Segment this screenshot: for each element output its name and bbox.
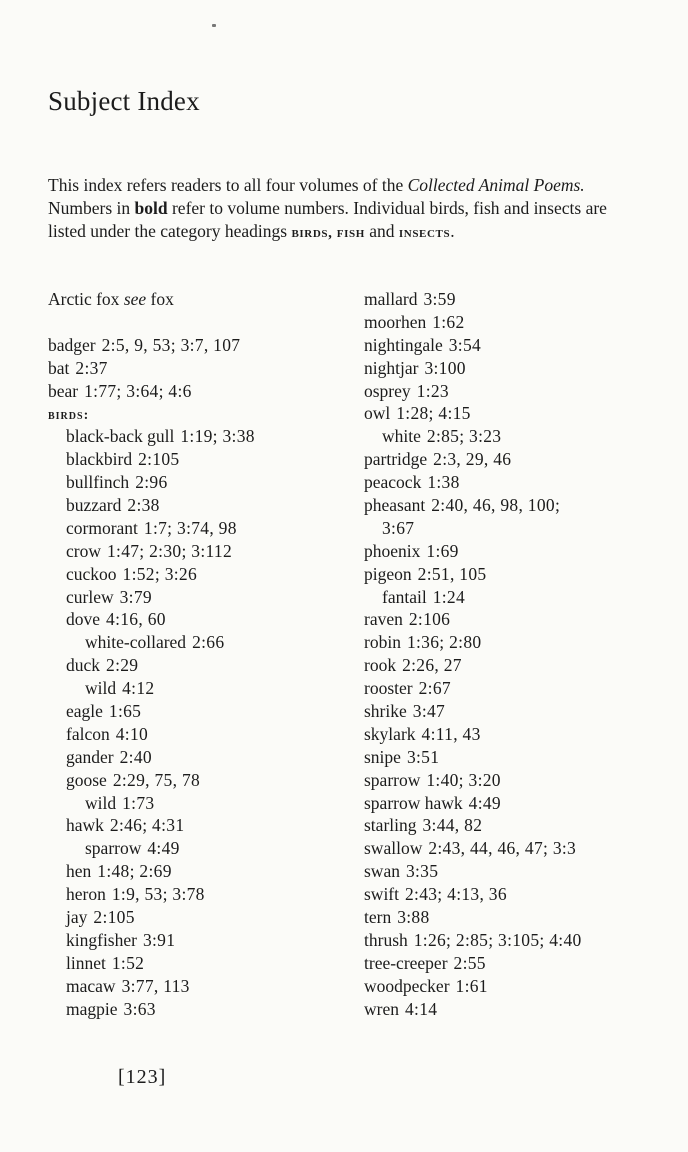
- entry-term: eagle: [66, 701, 103, 722]
- intro-italic-title: Collected Animal Poems.: [407, 175, 585, 195]
- entry-references: 3:54: [448, 334, 482, 355]
- index-entry: [48, 952, 348, 975]
- index-entry: [364, 380, 664, 403]
- entry-references: 2:46; 4:31: [109, 815, 185, 836]
- entry-term: skylark: [364, 723, 416, 744]
- entry-references: 1:65: [108, 701, 142, 722]
- entry-term: crow: [66, 540, 101, 561]
- index-entry: [48, 723, 348, 746]
- intro-text-2: Numbers in: [48, 198, 135, 218]
- intro-text-4: and: [364, 221, 399, 241]
- entry-term: osprey: [364, 380, 411, 401]
- entry-references: 3:77, 113: [121, 975, 190, 996]
- index-entry: [48, 883, 348, 906]
- entry-term: tern: [364, 907, 392, 928]
- entry-references: 2:55: [453, 952, 486, 973]
- entry-term: black-back gull: [66, 426, 175, 447]
- index-entry: [48, 814, 348, 837]
- entry-term: sparrow hawk: [364, 792, 463, 813]
- index-entry: [48, 631, 348, 654]
- entry-references: 1:77; 3:64; 4:6: [84, 380, 192, 401]
- entry-references: 1:9, 53; 3:78: [111, 884, 205, 905]
- entry-references: 1:38: [427, 472, 460, 493]
- entry-term: hawk: [66, 815, 104, 836]
- entry-term: tree-creeper: [364, 952, 448, 973]
- index-entry: [364, 494, 664, 517]
- entry-references: 1:28; 4:15: [396, 403, 471, 424]
- entry-term: fantail: [382, 586, 427, 607]
- index-entry: [48, 357, 348, 380]
- entry-references: 1:48; 2:69: [97, 861, 172, 882]
- entry-term: swallow: [364, 838, 423, 859]
- entry-term: wild: [85, 678, 117, 699]
- entry-references: 4:49: [468, 792, 501, 813]
- entry-references: 3:47: [412, 701, 446, 722]
- entry-term: nightingale: [364, 334, 443, 355]
- entry-references: 4:16, 60: [106, 609, 166, 630]
- index-entry: [48, 425, 348, 448]
- entry-references: 2:3, 29, 46: [433, 449, 512, 470]
- entry-references: 1:7; 3:74, 98: [143, 517, 237, 538]
- entry-term: bear: [48, 380, 79, 401]
- entry-references: 2:106: [408, 609, 451, 630]
- index-column-right: [364, 288, 664, 1021]
- entry-references: 2:40, 46, 98, 100;: [431, 495, 561, 516]
- entry-term: thrush: [364, 929, 408, 950]
- index-entry: [364, 425, 664, 448]
- entry-references: 3:63: [123, 998, 156, 1019]
- entry-references: 3:91: [142, 929, 176, 950]
- entry-references: 3:100: [424, 357, 466, 378]
- index-entry: [48, 517, 348, 540]
- entry-references: 3:88: [397, 907, 430, 928]
- index-entry: [48, 792, 348, 815]
- entry-term: pheasant: [364, 495, 426, 516]
- entry-term: sparrow: [364, 769, 421, 790]
- entry-references: 1:26; 2:85; 3:105; 4:40: [413, 929, 582, 950]
- index-entry: [364, 288, 664, 311]
- entry-term: raven: [364, 609, 403, 630]
- entry-references: 4:49: [147, 838, 180, 859]
- entry-term: linnet: [66, 952, 106, 973]
- entry-references: 1:23: [416, 380, 449, 401]
- index-entry: [48, 471, 348, 494]
- entry-references: 2:37: [75, 357, 108, 378]
- entry-term: goose: [66, 769, 107, 790]
- index-entry: [364, 631, 664, 654]
- entry-references: 2:38: [127, 495, 160, 516]
- entry-references: 4:10: [115, 723, 149, 744]
- entry-term: buzzard: [66, 495, 122, 516]
- index-entry: [364, 929, 664, 952]
- index-entry: [48, 563, 348, 586]
- entry-references: 3:35: [405, 861, 439, 882]
- index-entry: [364, 883, 664, 906]
- entry-references: 1:24: [432, 586, 466, 607]
- entry-references: 2:96: [135, 472, 168, 493]
- index-entry: [48, 769, 348, 792]
- entry-term: starling: [364, 815, 417, 836]
- index-entry: [364, 746, 664, 769]
- entry-term: dove: [66, 609, 101, 630]
- page-title: Subject Index: [48, 86, 200, 116]
- index-entry: [364, 540, 664, 563]
- entry-term: white: [382, 426, 421, 447]
- index-entry: [48, 998, 348, 1021]
- category-heading-label: birds:: [48, 408, 90, 424]
- index-entry: [48, 448, 348, 471]
- index-entry: [48, 975, 348, 998]
- page-number: [123]: [118, 1066, 167, 1088]
- entry-term: cormorant: [66, 517, 138, 538]
- see-reference: see: [123, 289, 147, 309]
- entry-term: Arctic fox: [48, 289, 120, 309]
- entry-references: 1:69: [426, 540, 459, 561]
- entry-term: rooster: [364, 678, 413, 699]
- entry-references: 2:5, 9, 53; 3:7, 107: [101, 334, 241, 355]
- index-entry: [364, 311, 664, 334]
- entry-term: owl: [364, 403, 391, 424]
- entry-term: heron: [66, 884, 106, 905]
- index-entry: [48, 654, 348, 677]
- entry-references: 4:12: [122, 678, 155, 699]
- entry-references: 4:14: [404, 998, 438, 1019]
- index-entry: [48, 608, 348, 631]
- entry-references: 3:67: [382, 517, 415, 538]
- intro-smallcaps-2: insects: [398, 225, 451, 241]
- entry-references: 2:40: [119, 746, 152, 767]
- index-entry: [48, 746, 348, 769]
- index-entry: [48, 586, 348, 609]
- intro-text-3: refer to volume numbers. Individual birds, fish and insects are listed under the category headings: [48, 198, 607, 241]
- index-column-left: [48, 288, 348, 1021]
- entry-term: macaw: [66, 975, 116, 996]
- entry-term: phoenix: [364, 540, 421, 561]
- index-entry: [48, 929, 348, 952]
- entry-term: snipe: [364, 746, 401, 767]
- index-entry: [364, 654, 664, 677]
- entry-references: 2:66: [192, 632, 225, 653]
- entry-references: 2:29: [106, 655, 139, 676]
- entry-references: 3:79: [119, 586, 152, 607]
- entry-term: bat: [48, 357, 70, 378]
- entry-references: 1:73: [122, 792, 155, 813]
- entry-term: magpie: [66, 998, 118, 1019]
- entry-references: 2:29, 75, 78: [112, 769, 201, 790]
- entry-term: white-collared: [85, 632, 187, 653]
- index-entry: [364, 608, 664, 631]
- entry-term: blackbird: [66, 449, 133, 470]
- index-entry: [364, 723, 664, 746]
- see-target: fox: [150, 289, 174, 309]
- index-entry: [364, 357, 664, 380]
- index-entry: [48, 494, 348, 517]
- index-entry: [364, 334, 664, 357]
- entry-term: falcon: [66, 723, 110, 744]
- index-entry: [364, 837, 664, 860]
- entry-term: hen: [66, 861, 92, 882]
- entry-references: 1:61: [455, 975, 488, 996]
- entry-references: 2:43, 44, 46, 47; 3:3: [428, 838, 577, 859]
- entry-term: swift: [364, 884, 399, 905]
- entry-term: badger: [48, 334, 96, 355]
- intro-text-5: .: [450, 221, 455, 241]
- intro-smallcaps-1: birds, fish: [291, 225, 365, 241]
- index-entry: [364, 402, 664, 425]
- index-entry: [48, 677, 348, 700]
- entry-term: mallard: [364, 289, 418, 309]
- index-entry: [364, 517, 664, 540]
- index-entry: [48, 380, 348, 403]
- entry-term: pigeon: [364, 563, 412, 584]
- index-entry: [48, 860, 348, 883]
- entry-term: wren: [364, 998, 399, 1019]
- entry-references: 1:47; 2:30; 3:112: [106, 540, 232, 561]
- entry-term: peacock: [364, 472, 422, 493]
- entry-term: sparrow: [85, 838, 142, 859]
- intro-paragraph: [48, 174, 628, 245]
- entry-term: duck: [66, 655, 101, 676]
- entry-term: moorhen: [364, 311, 427, 332]
- index-entry: [48, 837, 348, 860]
- entry-references: 3:59: [423, 289, 456, 309]
- entry-term: wild: [85, 792, 117, 813]
- entry-references: 3:51: [406, 746, 440, 767]
- index-entry: [364, 906, 664, 929]
- entry-term: gander: [66, 746, 114, 767]
- entry-term: rook: [364, 655, 397, 676]
- category-heading: [48, 402, 348, 425]
- ink-speck: [212, 24, 216, 27]
- entry-term: swan: [364, 861, 400, 882]
- entry-references: 1:19; 3:38: [180, 426, 255, 447]
- index-entry: [364, 998, 664, 1021]
- entry-term: partridge: [364, 449, 428, 470]
- entry-term: jay: [66, 907, 88, 928]
- index-entry: [364, 677, 664, 700]
- index-entry: [364, 814, 664, 837]
- entry-references: 4:11, 43: [421, 723, 481, 744]
- entry-references: 2:43; 4:13, 36: [405, 884, 507, 905]
- index-entry: [48, 906, 348, 929]
- index-entry: [364, 769, 664, 792]
- index-entry: [48, 334, 348, 357]
- entry-references: 2:85; 3:23: [426, 426, 502, 447]
- entry-references: 1:62: [432, 311, 465, 332]
- index-entry: [364, 860, 664, 883]
- entry-term: cuckoo: [66, 563, 117, 584]
- entry-references: 2:67: [418, 678, 451, 699]
- entry-term: woodpecker: [364, 975, 450, 996]
- intro-bold-word: bold: [134, 198, 168, 218]
- entry-term: shrike: [364, 701, 407, 722]
- entry-term: nightjar: [364, 357, 419, 378]
- entry-references: 1:52; 3:26: [122, 563, 198, 584]
- entry-references: 2:26, 27: [402, 655, 462, 676]
- spacer: [48, 311, 348, 334]
- entry-references: 2:51, 105: [417, 563, 487, 584]
- entry-term: curlew: [66, 586, 114, 607]
- intro-text-1: This index refers readers to all four volumes of the: [48, 175, 408, 195]
- index-entry: [364, 586, 664, 609]
- index-entry: [48, 540, 348, 563]
- entry-references: 1:52: [111, 952, 145, 973]
- index-entry: [364, 952, 664, 975]
- entry-references: 2:105: [138, 449, 180, 470]
- index-entry: [364, 700, 664, 723]
- entry-references: 3:44, 82: [422, 815, 483, 836]
- entry-term: robin: [364, 632, 401, 653]
- index-entry: [364, 471, 664, 494]
- entry-references: 2:105: [93, 907, 135, 928]
- index-entry: [364, 975, 664, 998]
- entry-term: kingfisher: [66, 929, 137, 950]
- index-entry: [48, 288, 348, 311]
- entry-references: 1:40; 3:20: [426, 769, 501, 790]
- index-entry: [364, 448, 664, 471]
- index-entry: [364, 563, 664, 586]
- entry-references: 1:36; 2:80: [406, 632, 482, 653]
- index-entry: [48, 700, 348, 723]
- index-entry: [364, 792, 664, 815]
- entry-term: bullfinch: [66, 472, 130, 493]
